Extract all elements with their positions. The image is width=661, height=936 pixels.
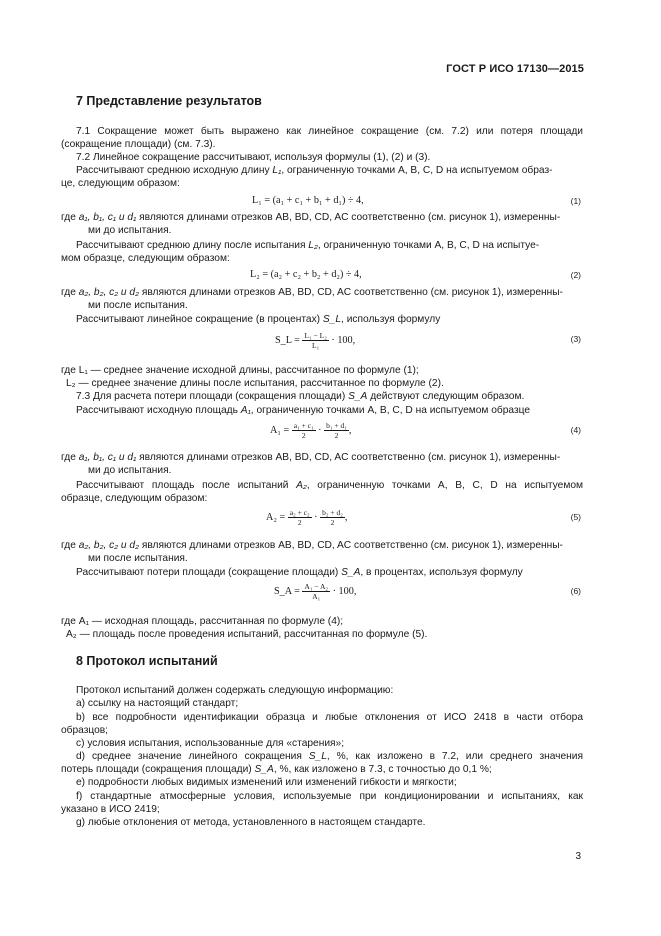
formula-6: S_A = $\frac{\text{A₁ − A₂}}{\text{A₁}}$ · 100, <box>274 582 357 601</box>
formula-1: L₁ = (a₁ + c₁ + b₁ + d₁) ÷ 4, <box>252 195 364 206</box>
standard-header: ГОСТ Р ИСО 17130—2015 <box>446 63 584 75</box>
report-item-c: c) условия испытания, использованные для «старения»; <box>76 738 345 749</box>
formula-4-fraction-2: $\frac{\text{b₁ + d₁}}{2}$ <box>326 421 347 440</box>
para-7-3: 7.3 Для расчета потери площади (сокращения площади) S_A действуют следующим образом. <box>76 391 525 402</box>
report-item-g: g) любые отклонения от метода, установленного в настоящем стандарте. <box>76 817 426 828</box>
formula-5: A₂ = $\frac{\text{a₂ + c₂}}{2}$ · $\frac{\text{b₂ + d₂}}{2}$ , <box>266 508 348 527</box>
formula-5-fraction-2: $\frac{\text{b₂ + d₂}}{2}$ <box>322 508 343 527</box>
equation-number-5: (5) <box>570 512 581 522</box>
para-A1: Рассчитывают исходную площадь A₁, ограниченную точками A, B, C, D на испытуемом образце <box>76 405 531 416</box>
legend-3-line1: где L₁ — среднее значение исходной длины, рассчитанное по формуле (1); <box>61 365 419 376</box>
equation-number-2: (2) <box>570 270 581 280</box>
report-intro: Протокол испытаний должен содержать следующую информацию: <box>76 685 394 696</box>
where-5-line2: ми после испытания. <box>88 553 188 564</box>
para-A2-line2: образце, следующим образом: <box>61 493 208 504</box>
para-7-1-line1: 7.1 Сокращение может быть выражено как линейное сокращение (см. 7.2) или потеря площади <box>76 126 583 137</box>
formula-4: A₁ = $\frac{\text{a₁ + c₁}}{2}$ · $\frac{\text{b₁ + d₁}}{2}$ , <box>270 421 352 440</box>
para-L1-line2: це, следующим образом: <box>61 178 180 189</box>
formula-4-fraction-1: $\frac{\text{a₁ + c₁}}{2}$ <box>293 421 314 440</box>
where-4-line1: где a₁, b₁, c₁ и d₁ являются длинами отрезков AB, BD, CD, AC соответственно (см. рисунок 1), измеренны- <box>61 452 561 463</box>
report-item-b-line2: образцов; <box>61 725 109 736</box>
section-7-title: 7 Представление результатов <box>76 94 262 108</box>
where-2-line1: где a₂, b₂, c₂ и d₂ являются длинами отрезков AB, BD, CD, AC соответственно (см. рисунок 1), измеренны- <box>61 287 563 298</box>
report-item-a: a) ссылку на настоящий стандарт; <box>76 698 239 709</box>
legend-6-line1: где A₁ — исходная площадь, рассчитанная по формуле (4); <box>61 616 344 627</box>
para-7-1-line2: (сокращение площади) (см. 7.3). <box>61 139 216 150</box>
report-item-d-line2: потерь площади (сокращения площади) S_A, %, как изложено в 7.3, с точностью до 0,1 %; <box>61 764 492 775</box>
equation-number-6: (6) <box>570 586 581 596</box>
formula-3-fraction: $\frac{\text{L₁ − L₂}}{\text{L₁}}$ <box>304 331 327 350</box>
para-L2-line2: мом образце, следующим образом: <box>61 253 230 264</box>
report-item-b-line1: b) все подробности идентификации образца и любые отклонения от ИСО 2418 в части отбора <box>76 712 583 723</box>
para-A2-line1: Рассчитывают площадь после испытаний A₂, ограниченную точками A, B, C, D на испытуемом <box>76 480 584 491</box>
report-item-f-line2: указано в ИСО 2419; <box>61 804 160 815</box>
report-item-f-line1: f) стандартные атмосферные условия, используемые при кондиционировании и испытаниях, как <box>76 791 583 802</box>
where-1-line2: ми до испытания. <box>88 225 172 236</box>
para-SA: Рассчитывают потери площади (сокращение площади) S_A, в процентах, используя формулу <box>76 567 523 578</box>
formula-6-fraction: $\frac{\text{A₁ − A₂}}{\text{A₁}}$ <box>304 582 329 601</box>
equation-number-4: (4) <box>570 425 581 435</box>
para-L2-line1: Рассчитывают среднюю длину после испытания L₂, ограниченную точками A, B, C, D на испытуе- <box>76 240 540 251</box>
para-7-2: 7.2 Линейное сокращение рассчитывают, используя формулы (1), (2) и (3). <box>76 152 431 163</box>
equation-number-1: (1) <box>570 196 581 206</box>
section-8-title: 8 Протокол испытаний <box>76 654 218 668</box>
para-SL: Рассчитывают линейное сокращение (в процентах) S_L, используя формулу <box>76 314 441 325</box>
para-L1-line1: Рассчитывают среднюю исходную длину L₁, ограниченную точками A, B, C, D на испытуемом образ- <box>76 165 553 176</box>
page-number: 3 <box>575 851 581 862</box>
formula-2: L₂ = (a₂ + c₂ + b₂ + d₂) ÷ 4, <box>250 269 362 280</box>
where-2-line2: ми после испытания. <box>88 300 188 311</box>
where-1-line1: где a₁, b₁, c₁ и d₁ являются длинами отрезков AB, BD, CD, AC соответственно (см. рисунок 1), измеренны- <box>61 212 561 223</box>
formula-3: S_L = $\frac{\text{L₁ − L₂}}{\text{L₁}}$ · 100, <box>275 331 356 350</box>
legend-6-line2: A₂ — площадь после проведения испытаний, рассчитанная по формуле (5). <box>66 629 428 640</box>
report-item-d-line1: d) среднее значение линейного сокращения S_L, %, как изложено в 7.2, или среднего значения <box>76 751 583 762</box>
report-item-e: e) подробности любых видимых изменений или изменений гибкости и мягкости; <box>76 777 457 788</box>
legend-3-line2: L₂ — среднее значение длины после испытания, рассчитанное по формуле (2). <box>66 378 444 389</box>
formula-5-fraction-1: $\frac{\text{a₂ + c₂}}{2}$ <box>289 508 310 527</box>
where-4-line2: ми до испытания. <box>88 465 172 476</box>
where-5-line1: где a₂, b₂, c₂ и d₂ являются длинами отрезков AB, BD, CD, AC соответственно (см. рисунок 1), измеренны- <box>61 540 563 551</box>
equation-number-3: (3) <box>570 334 581 344</box>
